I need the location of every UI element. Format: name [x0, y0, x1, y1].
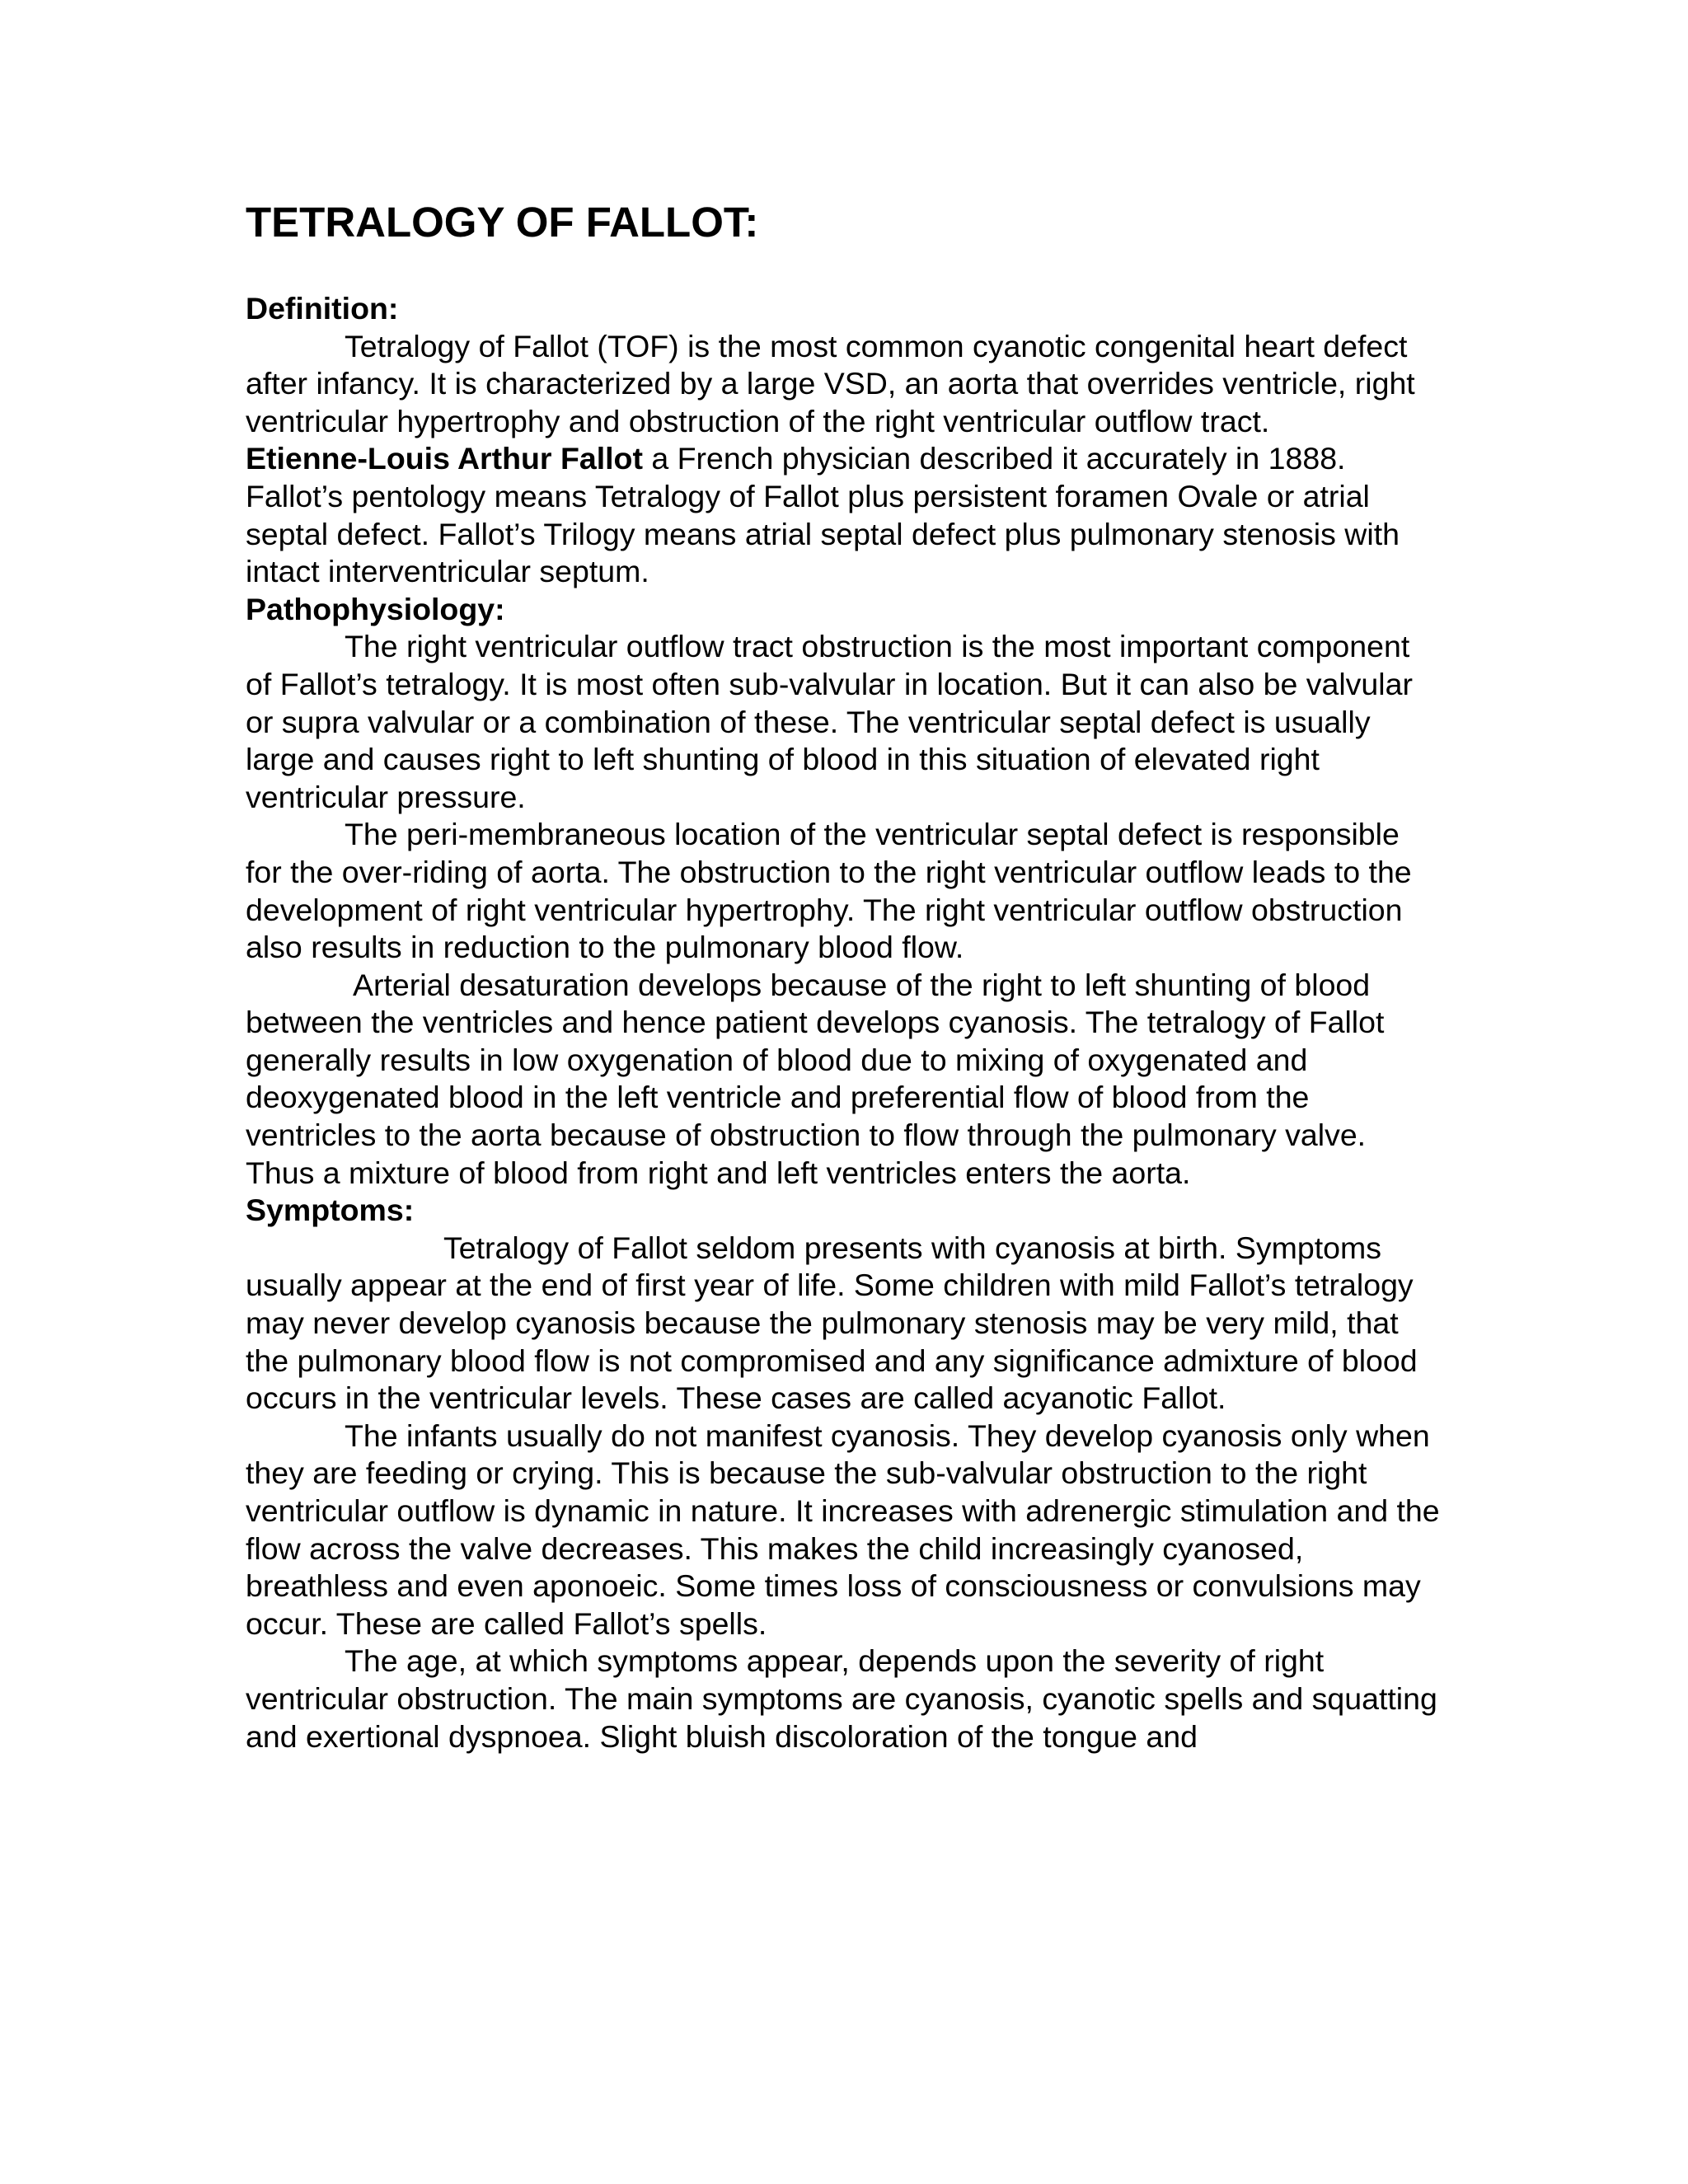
pathophysiology-paragraph-3: Arterial desaturation develops because of the right to left shunting of blood between the ventricles and hence patient develops cyanosis. The tetralogy of Fallot generally results in low oxygenation of blood due to mixing of oxygenated and deoxygenated blood in the left ventricle and preferential flow of blood from the ventricles to the aorta because of obstruction to flow through the pulmonary valve. Thus a mixture of blood from right and left ventricles enters the aorta.	[246, 967, 1385, 1190]
pathophysiology-heading: Pathophysiology:	[246, 591, 505, 626]
pathophysiology-paragraph-1: The right ventricular outflow tract obstruction is the most important component of Fallot’s tetralogy. It is most often sub-valvular in location. But it can also be valvular or supra valvular or a combination of these. The ventricular septal defect is usually large and causes right to left shunting of blood in this situation of elevated right ventricular pressure.	[246, 629, 1413, 814]
fallot-name: Etienne-Louis Arthur Fallot	[246, 441, 643, 476]
document-body	[246, 290, 1441, 1755]
definition-paragraph-1: Tetralogy of Fallot (TOF) is the most common cyanotic congenital heart defect after infancy. It is characterized by a large VSD, an aorta that overrides ventricle, right ventricular hypertrophy and obstruction of the right ventricular outflow tract.	[246, 328, 1415, 438]
document-page	[246, 198, 1441, 1755]
definition-heading: Definition:	[246, 291, 399, 326]
page-title: TETRALOGY OF FALLOT:	[246, 199, 759, 246]
symptoms-paragraph-2: The infants usually do not manifest cyanosis. They develop cyanosis only when they are feeding or crying. This is because the sub-valvular obstruction to the right ventricular outflow is dynamic in nature. It increases with adrenergic stimulation and the flow across the valve decreases. This makes the child increasingly cyanosed, breathless and even aponoeic. Some times loss of consciousness or convulsions may occur. These are called Fallot’s spells.	[246, 1418, 1440, 1641]
pathophysiology-paragraph-2: The peri-membraneous location of the ventricular septal defect is responsible for the over-riding of aorta. The obstruction to the right ventricular outflow leads to the development of right ventricular hypertrophy. The right ventricular outflow obstruction also results in reduction to the pulmonary blood flow.	[246, 817, 1412, 965]
symptoms-paragraph-1: Tetralogy of Fallot seldom presents with cyanosis at birth. Symptoms usually appear at the end of first year of life. Some children with mild Fallot’s tetralogy may never develop cyanosis because the pulmonary stenosis may be very mild, that the pulmonary blood flow is not compromised and any significance admixture of blood occurs in the ventricular levels. These cases are called acyanotic Fallot.	[246, 1230, 1418, 1416]
definition-paragraph-2	[246, 440, 1441, 590]
definition-section	[246, 290, 1441, 591]
symptoms-section	[246, 1192, 1441, 1755]
symptoms-heading: Symptoms:	[246, 1193, 415, 1228]
definition-paragraph-2-text: a French physician described it accurately in 1888. Fallot’s pentology means Tetralogy of Fallot plus persistent foramen Ovale or atrial septal defect. Fallot’s Trilogy means atrial septal defect plus pulmonary stenosis with intact interventricular septum.	[246, 441, 1400, 589]
pathophysiology-section	[246, 591, 1441, 1193]
symptoms-paragraph-3: The age, at which symptoms appear, depends upon the severity of right ventricular obstruction. The main symptoms are cyanosis, cyanotic spells and squatting and exertional dyspnoea. Slight bluish discoloration of the tongue and	[246, 1643, 1437, 1754]
